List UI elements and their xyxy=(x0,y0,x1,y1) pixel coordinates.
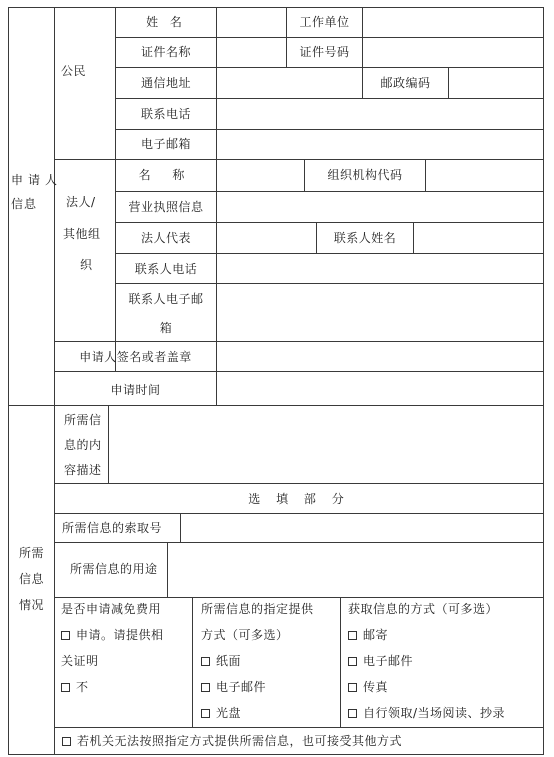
label-org-code: 组织机构代码 xyxy=(327,168,403,182)
cell-divider xyxy=(192,597,193,727)
applicant-section-label-line-1: 申请人 xyxy=(11,173,63,187)
method-option-fax[interactable] xyxy=(348,680,388,694)
row-line xyxy=(54,727,544,728)
requested-section-label-2: 信息 xyxy=(18,572,44,586)
format-option-disc-label: 光盘 xyxy=(216,706,242,720)
cell-divider xyxy=(167,542,168,597)
checkbox[interactable] xyxy=(61,631,70,640)
format-option-paper-label: 纸面 xyxy=(216,654,242,668)
row-line xyxy=(115,191,544,192)
method-option-pickup[interactable] xyxy=(348,706,505,720)
label-name: 姓 名 xyxy=(146,15,186,29)
cell-divider xyxy=(340,597,341,727)
label-index-number: 所需信息的索取号 xyxy=(62,521,163,535)
table-border-right xyxy=(543,7,544,755)
format-option-disc[interactable] xyxy=(201,706,241,720)
checkbox[interactable] xyxy=(62,737,71,746)
group-column-divider xyxy=(115,7,116,371)
label-description-1: 所需信 xyxy=(64,413,102,427)
label-representative: 法人代表 xyxy=(140,231,191,245)
label-contact-phone: 联系人电话 xyxy=(134,262,198,276)
method-option-mail[interactable] xyxy=(348,628,388,642)
section-divider xyxy=(8,405,544,406)
method-title: 获取信息的方式（可多选） xyxy=(348,602,499,616)
label-email: 电子邮箱 xyxy=(140,137,191,151)
method-option-pickup-label: 自行领取/当场阅读、抄录 xyxy=(363,706,506,720)
table-border-left xyxy=(8,7,9,755)
label-description-2: 息的内 xyxy=(64,438,102,452)
footer-option-accept-other[interactable] xyxy=(62,734,402,748)
fee-option-apply-line2: 关证明 xyxy=(61,654,99,668)
checkbox[interactable] xyxy=(201,657,210,666)
checkbox[interactable] xyxy=(348,657,357,666)
fee-option-no-label: 不 xyxy=(76,680,89,694)
cell-divider xyxy=(425,159,426,191)
cell-divider xyxy=(413,222,414,253)
applicant-section-label xyxy=(11,173,62,211)
label-id-type: 证件名称 xyxy=(140,45,191,59)
checkbox[interactable] xyxy=(348,683,357,692)
requested-section-label-3: 情况 xyxy=(18,598,44,612)
row-line xyxy=(54,371,544,372)
requested-section-label-1: 所需 xyxy=(18,546,44,560)
checkbox[interactable] xyxy=(201,709,210,718)
left-column-divider xyxy=(54,7,55,755)
fee-option-apply[interactable] xyxy=(61,628,164,642)
fee-option-apply-label: 申请。请提供相 xyxy=(76,628,164,642)
format-option-email-label: 电子邮件 xyxy=(216,680,267,694)
table-border-bottom xyxy=(8,754,544,755)
format-title-2: 方式（可多选） xyxy=(201,628,289,642)
label-org-name: 名 称 xyxy=(138,168,194,182)
cell-divider xyxy=(448,67,449,98)
cell-divider xyxy=(108,405,109,483)
method-option-email-label: 电子邮件 xyxy=(363,654,414,668)
fee-title: 是否申请减免费用 xyxy=(61,602,162,616)
checkbox[interactable] xyxy=(348,631,357,640)
label-contact-name: 联系人姓名 xyxy=(333,231,397,245)
row-line xyxy=(54,483,544,484)
row-line xyxy=(115,222,544,223)
label-description-3: 容描述 xyxy=(64,463,102,477)
checkbox[interactable] xyxy=(61,683,70,692)
row-line xyxy=(54,597,544,598)
format-option-paper[interactable] xyxy=(201,654,241,668)
label-employer: 工作单位 xyxy=(299,15,350,29)
row-line xyxy=(115,37,544,38)
label-purpose: 所需信息的用途 xyxy=(70,562,158,576)
label-phone: 联系电话 xyxy=(140,107,191,121)
table-border-top xyxy=(8,7,544,8)
legal-group-label-3: 织 xyxy=(80,258,93,272)
row-line xyxy=(54,341,544,342)
group-divider xyxy=(54,159,544,160)
label-contact-email-2: 箱 xyxy=(159,321,173,335)
label-column-divider xyxy=(216,7,217,405)
format-option-email[interactable] xyxy=(201,680,266,694)
label-address: 通信地址 xyxy=(140,76,191,90)
optional-section-header: 选 填 部 分 xyxy=(248,492,350,506)
label-contact-email-1: 联系人电子邮 xyxy=(128,292,204,306)
row-line xyxy=(115,67,544,68)
legal-group-label-1: 法人/ xyxy=(66,195,96,209)
label-postal-code: 邮政编码 xyxy=(380,76,431,90)
label-signature: 申请人签名或者盖章 xyxy=(79,350,192,364)
checkbox[interactable] xyxy=(201,683,210,692)
method-option-email[interactable] xyxy=(348,654,413,668)
cell-divider xyxy=(180,513,181,542)
row-line xyxy=(54,542,544,543)
applicant-section-label-line-2: 信息 xyxy=(11,197,38,211)
label-license: 营业执照信息 xyxy=(128,200,204,214)
row-line xyxy=(115,98,544,99)
label-application-date: 申请时间 xyxy=(110,383,161,397)
method-option-fax-label: 传真 xyxy=(363,680,389,694)
format-title-1: 所需信息的指定提供 xyxy=(201,602,314,616)
row-line xyxy=(115,253,544,254)
row-line xyxy=(115,283,544,284)
row-line xyxy=(115,129,544,130)
footer-option-label: 若机关无法按照指定方式提供所需信息，也可接受其他方式 xyxy=(77,734,403,748)
label-id-number: 证件号码 xyxy=(299,45,350,59)
fee-option-no[interactable] xyxy=(61,680,89,694)
method-option-mail-label: 邮寄 xyxy=(363,628,389,642)
checkbox[interactable] xyxy=(348,709,357,718)
public-group-label: 公民 xyxy=(61,64,87,78)
row-line xyxy=(54,513,544,514)
legal-group-label-2: 其他组 xyxy=(63,227,101,241)
